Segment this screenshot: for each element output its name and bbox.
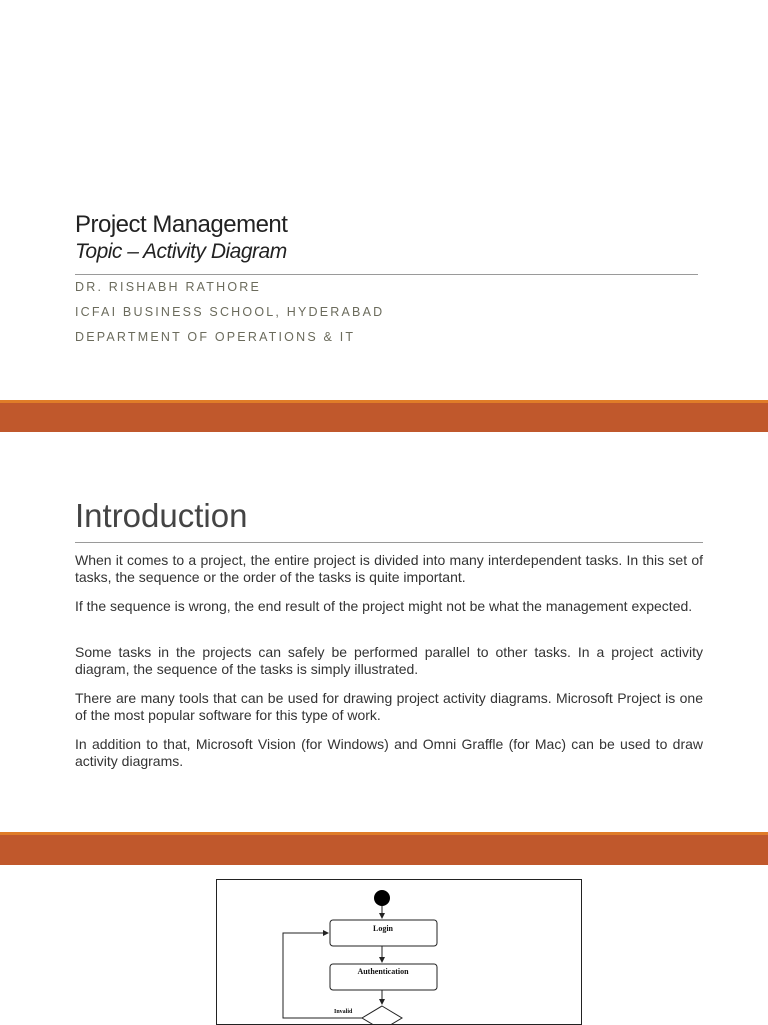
- login-label: Login: [372, 924, 394, 933]
- author-name: DR. RISHABH RATHORE: [75, 280, 262, 294]
- activity-diagram: [217, 880, 582, 1025]
- intro-paragraph-4: There are many tools that can be used for drawing project activity diagrams. Microsoft Project is one of the most popular software for this type of work.: [75, 690, 703, 723]
- institution-name: ICFAI BUSINESS SCHOOL, HYDERABAD: [75, 305, 385, 319]
- intro-paragraph-5: In addition to that, Microsoft Vision (for Windows) and Omni Graffle (for Mac) can be used to draw activity diagrams.: [75, 736, 703, 769]
- invalid-label: Invalid: [334, 1009, 353, 1015]
- decision-node: [362, 1006, 402, 1025]
- department-name: DEPARTMENT OF OPERATIONS & IT: [75, 330, 356, 344]
- introduction-heading: Introduction: [75, 497, 248, 534]
- start-node: [374, 890, 390, 906]
- presentation-subtitle: Topic – Activity Diagram: [75, 240, 287, 263]
- presentation-title: Project Management: [75, 211, 288, 238]
- title-slide: [0, 0, 768, 400]
- intro-paragraph-2: If the sequence is wrong, the end result of the project might not be what the management expected.: [75, 598, 693, 614]
- activity-diagram-image: [216, 879, 582, 1025]
- slide-separator-accent: [0, 400, 768, 403]
- slide-separator: [0, 400, 768, 432]
- title-divider: [75, 274, 698, 275]
- introduction-slide: [0, 432, 768, 832]
- intro-paragraph-1: When it comes to a project, the entire project is divided into many interdependent tasks. In this set of tasks, the sequence or the order of the tasks is quite important.: [75, 552, 703, 585]
- intro-paragraph-3: Some tasks in the projects can safely be performed parallel to other tasks. In a project activity diagram, the sequence of the tasks is simply illustrated.: [75, 644, 703, 677]
- introduction-divider: [75, 542, 703, 543]
- authentication-label: Authentication: [357, 967, 409, 976]
- slide-separator: [0, 832, 768, 865]
- slide-separator-accent: [0, 832, 768, 835]
